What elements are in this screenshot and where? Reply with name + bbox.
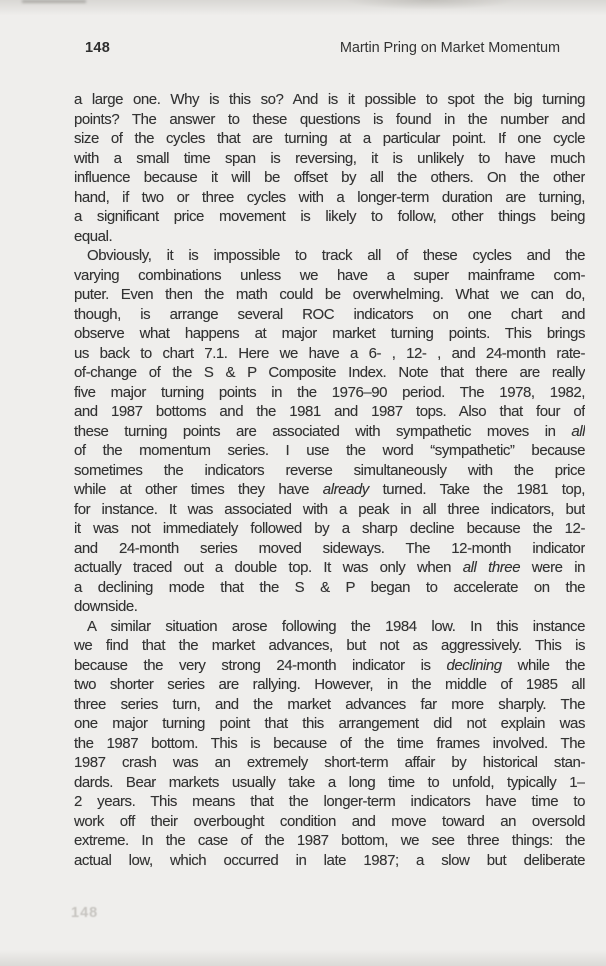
scan-shadow-top	[0, 0, 606, 26]
text-line	[74, 831, 585, 851]
text-segment: work off their overbought condition and move toward an oversold	[74, 812, 585, 830]
text-segment: Obviously, it is impossible to track all of these cycles and the	[87, 247, 585, 264]
text-segment: a large one. Why is this so? And is it possible to spot the big turning	[74, 91, 585, 108]
italic-text: all three	[462, 559, 521, 576]
text-segment: turned. Take the 1981 top,	[368, 481, 585, 498]
text-segment: sometimes the indicators reverse simultaneously with the price	[74, 461, 585, 479]
text-line	[74, 753, 585, 773]
text-segment: while the	[501, 656, 585, 674]
text-segment: these turning points are associated with sympathetic moves in	[74, 422, 572, 440]
text-line	[74, 422, 585, 442]
text-segment: though, is arrange several ROC indicators on one chart and	[74, 305, 585, 323]
text-segment: a declining mode that the S & P began to accelerate on the	[74, 578, 585, 596]
text-line	[74, 539, 585, 559]
text-line	[74, 636, 585, 656]
italic-text: all	[571, 422, 585, 440]
text-segment: for instance. It was associated with a peak in all three indicators, but	[74, 500, 585, 518]
running-title: Martin Pring on Market Momentum	[339, 40, 560, 56]
italic-text: already	[322, 481, 369, 498]
text-line	[74, 578, 585, 598]
text-line	[74, 344, 585, 364]
text-segment: actually traced out a double top. It was only when	[74, 559, 463, 576]
text-segment: puter. Even then the math could be overwhelming. What we can do,	[74, 286, 585, 303]
text-line	[74, 441, 585, 461]
text-line	[74, 714, 585, 734]
text-segment: with a small time span is reversing, it is unlikely to have much	[74, 149, 585, 167]
text-segment: 1987 crash was an extremely short-term affair by historical stan-	[74, 754, 585, 771]
text-line	[74, 558, 585, 578]
text-line	[74, 90, 585, 110]
text-segment: of-change of the S & P Composite Index. Note that there are really	[74, 364, 585, 381]
text-segment: one major turning point that this arrangement did not explain was	[74, 715, 585, 732]
text-line	[74, 695, 585, 715]
text-line	[74, 207, 585, 227]
paragraph	[74, 90, 585, 246]
text-line	[74, 402, 585, 422]
text-segment: while at other times they have	[74, 481, 323, 498]
text-segment: size of the cycles that are turning at a particular point. If one cycle	[74, 130, 585, 147]
bleed-page-number: 148	[71, 905, 99, 921]
text-line	[74, 792, 585, 812]
text-segment: us back to chart 7.1. Here we have a 6- , 12- , and 24-month rate-	[74, 344, 585, 362]
text-segment: 2 years. This means that the longer-term indicators have time to	[74, 793, 585, 810]
text-segment: actual low, which occurred in late 1987; a slow but deliberate	[74, 851, 585, 869]
text-segment: observe what happens at major market turning points. This brings	[74, 325, 585, 342]
italic-text: declining	[446, 656, 502, 674]
text-line	[74, 110, 585, 130]
scan-artifact-top-left	[22, 0, 86, 3]
page-header	[85, 40, 560, 58]
text-segment: the 1987 bottom. This is because of the time frames involved. The	[74, 734, 585, 752]
text-segment: downside.	[74, 598, 138, 615]
text-segment: were in	[520, 559, 585, 576]
text-segment: two shorter series are rallying. However, in the middle of 1985 all	[74, 676, 585, 693]
text-line	[74, 500, 585, 520]
text-segment: three series turn, and the market advances far more sharply. The	[74, 695, 585, 713]
text-line	[74, 773, 585, 793]
text-line	[74, 188, 585, 208]
text-segment: it was not immediately followed by a sharp decline because the 12-	[74, 520, 585, 537]
text-segment: and 1987 bottoms and the 1981 and 1987 tops. Also that four of	[74, 403, 585, 420]
text-segment: five major turning points in the 1976–90 period. The 1978, 1982,	[74, 383, 585, 401]
text-line	[74, 168, 585, 188]
page-number: 148	[85, 40, 111, 56]
text-segment: extreme. In the case of the 1987 bottom, we see three things: the	[74, 832, 585, 849]
text-line	[74, 675, 585, 695]
text-segment: of the momentum series. I use the word “sympathetic” because	[74, 442, 585, 459]
text-line	[74, 129, 585, 149]
scan-shadow-bottom	[0, 950, 606, 966]
text-segment: equal.	[74, 227, 113, 245]
text-segment: we find that the market advances, but not as aggressively. This is	[74, 637, 585, 654]
text-line	[74, 285, 585, 305]
text-segment: dards. Bear markets usually take a long time to unfold, typically 1–	[74, 773, 585, 791]
text-line	[74, 383, 585, 403]
paragraph	[74, 246, 585, 617]
text-segment: influence because it will be offset by all the others. On the other	[74, 169, 585, 186]
text-line	[74, 734, 585, 754]
text-line	[74, 597, 585, 617]
text-segment: A similar situation arose following the 1984 low. In this instance	[87, 617, 585, 635]
text-line	[74, 656, 585, 676]
text-segment: a significant price movement is likely to follow, other things being	[74, 208, 585, 225]
paragraph	[74, 617, 585, 871]
text-segment: because the very strong 24-month indicator is	[74, 656, 447, 674]
text-line	[74, 812, 585, 832]
text-line	[74, 324, 585, 344]
text-segment: and 24-month series moved sideways. The 12-month indicator	[74, 539, 585, 557]
text-line	[74, 851, 585, 871]
text-line	[74, 149, 585, 169]
text-line	[74, 617, 585, 637]
text-segment: hand, if two or three cycles with a longer-term duration are turning,	[74, 188, 585, 206]
text-line	[74, 305, 585, 325]
text-line	[74, 461, 585, 481]
text-line	[74, 246, 585, 266]
text-line	[74, 227, 585, 247]
text-segment: points? The answer to these questions is found in the number and	[74, 110, 585, 128]
text-segment: varying combinations unless we have a super mainframe com-	[74, 266, 585, 284]
text-line	[74, 519, 585, 539]
text-line	[74, 363, 585, 383]
body-text	[74, 90, 585, 870]
text-line	[74, 480, 585, 500]
text-line	[74, 266, 585, 286]
